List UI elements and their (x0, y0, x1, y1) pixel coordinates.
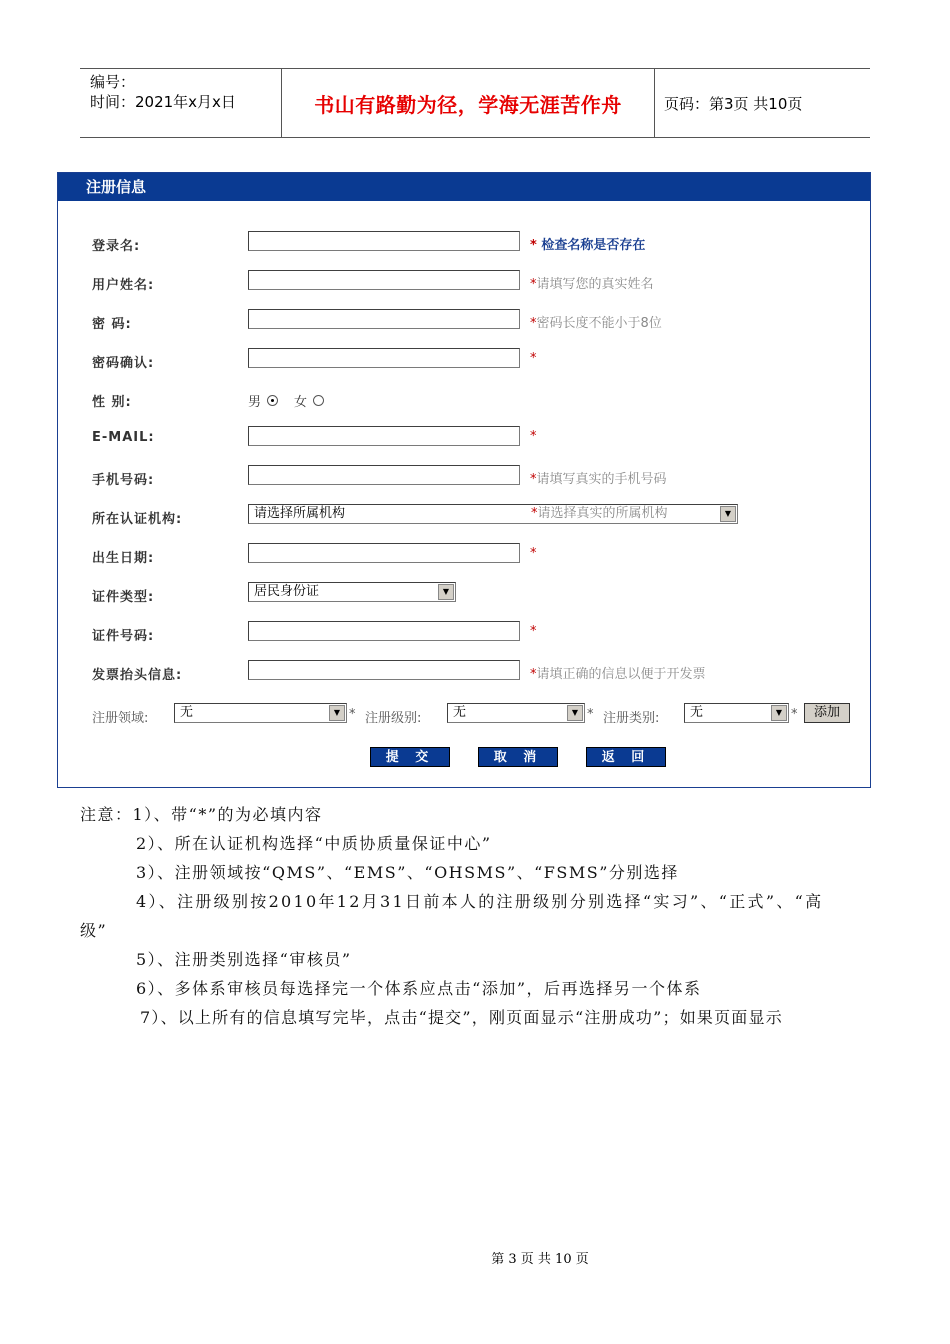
note-line-4: 4）、注册级别按2010年12月31日前本人的注册级别分别选择“实习”、“正式”、“高 (136, 892, 824, 911)
page-info: 页码：第3页 共10页 (664, 94, 803, 113)
field-hint: *密码长度不能小于8位 (530, 316, 662, 331)
field-label: 证件号码: (92, 629, 155, 644)
chevron-down-icon[interactable]: ▼ (771, 705, 787, 721)
note-line-7: 7）、以上所有的信息填写完毕，点击“提交”，刚页面显示“注册成功”；如果页面显示 (140, 1008, 783, 1027)
chevron-down-icon[interactable]: ▼ (720, 506, 736, 522)
required-mark: * (791, 707, 798, 722)
organization-select[interactable] (248, 504, 738, 524)
cancel-button[interactable]: 取 消 (478, 747, 558, 767)
note-line-2: 2）、所在认证机构选择“中质协质量保证中心” (136, 834, 492, 853)
note-line-6: 6）、多体系审核员每选择完一个体系应点击“添加”，后再选择另一个体系 (136, 979, 702, 998)
field-hint: *请选择真实的所属机构 (531, 506, 668, 521)
registration-category-select[interactable] (684, 703, 789, 723)
full-name-input[interactable] (248, 270, 520, 290)
registration-field-select[interactable] (174, 703, 347, 723)
registration-category-label: 注册类别: (603, 711, 660, 726)
required-mark: * (530, 429, 537, 444)
password-confirm-input[interactable] (248, 348, 520, 368)
header-center-cell (281, 69, 655, 137)
registration-form (57, 172, 871, 788)
required-mark: * (530, 351, 537, 366)
form-row-gender (58, 385, 870, 415)
form-row-organization (58, 502, 870, 532)
male-radio[interactable] (267, 395, 278, 406)
password-input[interactable] (248, 309, 520, 329)
form-row-password-confirm (58, 346, 870, 376)
field-label: 密码确认: (92, 356, 155, 371)
back-button[interactable]: 返 回 (586, 747, 666, 767)
id-number-input[interactable] (248, 621, 520, 641)
registration-field-label: 注册领域: (92, 711, 149, 726)
invoice-title-input[interactable] (248, 660, 520, 680)
field-label: 证件类型: (92, 590, 155, 605)
field-hint: *请填写您的真实姓名 (530, 277, 654, 292)
form-row-id-type (58, 580, 870, 610)
male-label: 男 (248, 395, 262, 410)
time-label: 时间：2021年x月x日 (90, 93, 236, 111)
field-label: 密 码: (92, 317, 132, 332)
female-label: 女 (294, 395, 308, 410)
page-footer: 第 3 页 共 10 页 (491, 1252, 589, 1267)
chevron-down-icon[interactable]: ▼ (438, 584, 454, 600)
chevron-down-icon[interactable]: ▼ (329, 705, 345, 721)
registration-level-select[interactable] (447, 703, 585, 723)
registration-row (58, 701, 870, 731)
form-row-login-name (58, 229, 870, 259)
field-label: 出生日期: (92, 551, 155, 566)
required-mark: * (530, 546, 537, 561)
id-type-select[interactable] (248, 582, 456, 602)
id-type-selected-value: 居民身份证 (254, 584, 320, 599)
form-row-email (58, 424, 870, 454)
document-header (80, 68, 870, 138)
field-label: E-MAIL: (92, 430, 155, 445)
registration-field-value: 无 (180, 705, 194, 720)
add-button[interactable]: 添加 (804, 703, 850, 723)
field-hint: *请填写真实的手机号码 (530, 472, 667, 487)
female-radio[interactable] (313, 395, 324, 406)
birthdate-input[interactable] (248, 543, 520, 563)
field-label: 用户姓名: (92, 278, 155, 293)
organization-selected-value: 请选择所属机构 (254, 506, 346, 521)
email-input[interactable] (248, 426, 520, 446)
form-row-invoice-title (58, 658, 870, 688)
form-row-id-number (58, 619, 870, 649)
form-row-full-name (58, 268, 870, 298)
chevron-down-icon[interactable]: ▼ (567, 705, 583, 721)
field-label: 性 别: (92, 395, 132, 410)
required-mark: * (587, 707, 594, 722)
field-label: 手机号码: (92, 473, 155, 488)
check-name-link[interactable]: * 检查名称是否存在 (530, 238, 646, 253)
number-label: 编号： (90, 73, 136, 91)
required-mark: * (349, 707, 356, 722)
phone-input[interactable] (248, 465, 520, 485)
note-line-5: 5）、注册类别选择“审核员” (136, 950, 352, 969)
gender-group (248, 391, 324, 410)
note-line-1: 注意：1）、带“*”的为必填内容 (80, 805, 323, 824)
registration-category-value: 无 (690, 705, 704, 720)
motto: 书山有路勤为径，学海无涯苦作舟 (314, 92, 622, 117)
note-line-4-cont: 级” (80, 921, 108, 940)
registration-level-label: 注册级别: (365, 711, 422, 726)
field-hint: *请填正确的信息以便于开发票 (530, 667, 706, 682)
form-title: 注册信息 (58, 173, 870, 201)
field-label: 登录名: (92, 239, 141, 254)
login-name-input[interactable] (248, 231, 520, 251)
required-mark: * (530, 624, 537, 639)
form-row-phone (58, 463, 870, 493)
note-line-3: 3）、注册领域按“QMS”、“EMS”、“OHSMS”、“FSMS”分别选择 (136, 863, 679, 882)
registration-level-value: 无 (453, 705, 467, 720)
field-label: 发票抬头信息: (92, 668, 183, 683)
form-row-birthdate (58, 541, 870, 571)
form-row-password (58, 307, 870, 337)
header-left-cell (80, 69, 280, 137)
action-buttons (58, 747, 870, 777)
submit-button[interactable]: 提 交 (370, 747, 450, 767)
field-label: 所在认证机构: (92, 512, 183, 527)
